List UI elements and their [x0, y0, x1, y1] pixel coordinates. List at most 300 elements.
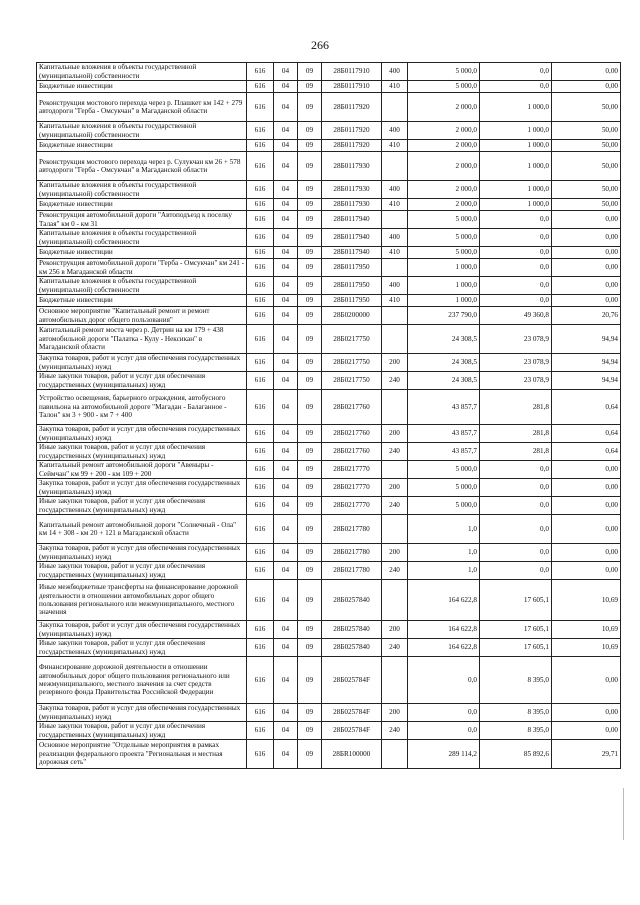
executed-amount-cell: 0,0: [480, 63, 552, 81]
execution-percent-cell: 0,00: [552, 247, 621, 259]
row-name-cell: Иные закупки товаров, работ и услуг для обеспечения государственных (муниципальных) нужд: [37, 443, 247, 461]
table-row: [37, 621, 621, 639]
subsection-code-cell: 09: [298, 740, 322, 769]
subsection-code-cell: 09: [298, 639, 322, 657]
table-row: [37, 425, 621, 443]
ministry-code-cell: 616: [247, 307, 274, 325]
target-article-cell: 28Б0217760: [322, 443, 382, 461]
ministry-code-cell: 616: [247, 295, 274, 307]
executed-amount-cell: 1 000,0: [480, 181, 552, 199]
ministry-code-cell: 616: [247, 515, 274, 544]
table-row: [37, 722, 621, 740]
section-code-cell: 04: [274, 81, 298, 93]
section-code-cell: 04: [274, 639, 298, 657]
table-row: [37, 247, 621, 259]
row-name-cell: Закупка товаров, работ и услуг для обеспечения государственных (муниципальных) нужд: [37, 425, 247, 443]
section-code-cell: 04: [274, 722, 298, 740]
expense-type-cell: [382, 515, 408, 544]
row-name-cell: Иные межбюджетные трансферты на финансирование дорожной деятельности в отношении автомобильных дорог общего пользования регионального или межмуниципального, местного значения: [37, 580, 247, 621]
section-code-cell: 04: [274, 307, 298, 325]
table-row: [37, 93, 621, 122]
table-row: [37, 325, 621, 354]
target-article-cell: 28Б0117920: [322, 140, 382, 152]
execution-percent-cell: 0,00: [552, 657, 621, 704]
executed-amount-cell: 0,0: [480, 259, 552, 277]
executed-amount-cell: 1 000,0: [480, 199, 552, 211]
execution-percent-cell: 94,94: [552, 354, 621, 372]
target-article-cell: 28Б0217750: [322, 325, 382, 354]
row-name-cell: Закупка товаров, работ и услуг для обеспечения государственных (муниципальных) нужд: [37, 544, 247, 562]
row-name-cell: Закупка товаров, работ и услуг для обеспечения государственных (муниципальных) нужд: [37, 354, 247, 372]
row-name-cell: Бюджетные инвестиции: [37, 247, 247, 259]
section-code-cell: 04: [274, 621, 298, 639]
planned-amount-cell: 164 622,8: [408, 580, 480, 621]
ministry-code-cell: 616: [247, 259, 274, 277]
executed-amount-cell: 23 078,9: [480, 325, 552, 354]
row-name-cell: Реконструкция мостового перехода через р. Сулукчан км 26 + 578 автодороги "Герба - Омсукчан" в Магаданской области: [37, 152, 247, 181]
table-row: [37, 443, 621, 461]
row-name-cell: Капитальный ремонт автомобильной дороги "Солнечный - Ола" км 14 + 308 - км 20 + 121 в Магаданской области: [37, 515, 247, 544]
section-code-cell: 04: [274, 229, 298, 247]
row-name-cell: Капитальные вложения в объекты государственной (муниципальной) собственности: [37, 63, 247, 81]
subsection-code-cell: 09: [298, 372, 322, 390]
table-row: [37, 562, 621, 580]
row-name-cell: Капитальные вложения в объекты государственной (муниципальной) собственности: [37, 277, 247, 295]
table-row: [37, 81, 621, 93]
ministry-code-cell: 616: [247, 461, 274, 479]
table-row: [37, 295, 621, 307]
executed-amount-cell: 0,0: [480, 211, 552, 229]
ministry-code-cell: 616: [247, 704, 274, 722]
ministry-code-cell: 616: [247, 81, 274, 93]
planned-amount-cell: 2 000,0: [408, 140, 480, 152]
execution-percent-cell: 0,64: [552, 390, 621, 425]
expense-type-cell: 240: [382, 372, 408, 390]
target-article-cell: 28Б0117920: [322, 122, 382, 140]
subsection-code-cell: 09: [298, 390, 322, 425]
target-article-cell: 28Б0217780: [322, 515, 382, 544]
target-article-cell: 28Б0117940: [322, 229, 382, 247]
table-row: [37, 639, 621, 657]
ministry-code-cell: 616: [247, 425, 274, 443]
expense-type-cell: [382, 307, 408, 325]
executed-amount-cell: 17 605,1: [480, 580, 552, 621]
executed-amount-cell: 8 395,0: [480, 657, 552, 704]
execution-percent-cell: 20,76: [552, 307, 621, 325]
executed-amount-cell: 0,0: [480, 295, 552, 307]
planned-amount-cell: 1,0: [408, 515, 480, 544]
executed-amount-cell: 0,0: [480, 81, 552, 93]
execution-percent-cell: 0,00: [552, 63, 621, 81]
row-name-cell: Финансирование дорожной деятельности в отношении автомобильных дорог общего пользования регионального или межмуниципального, местного значения за счет средств резервного фонда Правительства Российской Федерации: [37, 657, 247, 704]
ministry-code-cell: 616: [247, 354, 274, 372]
section-code-cell: 04: [274, 390, 298, 425]
table-row: [37, 657, 621, 704]
table-row: [37, 277, 621, 295]
expense-type-cell: 200: [382, 479, 408, 497]
table-row: [37, 307, 621, 325]
expense-type-cell: [382, 93, 408, 122]
subsection-code-cell: 09: [298, 259, 322, 277]
target-article-cell: 28Б0117930: [322, 152, 382, 181]
ministry-code-cell: 616: [247, 562, 274, 580]
row-name-cell: Бюджетные инвестиции: [37, 140, 247, 152]
expense-type-cell: 400: [382, 181, 408, 199]
planned-amount-cell: 5 000,0: [408, 461, 480, 479]
table-row: [37, 152, 621, 181]
ministry-code-cell: 616: [247, 740, 274, 769]
table-row: [37, 354, 621, 372]
executed-amount-cell: 0,0: [480, 247, 552, 259]
subsection-code-cell: 09: [298, 81, 322, 93]
ministry-code-cell: 616: [247, 479, 274, 497]
executed-amount-cell: 281,8: [480, 425, 552, 443]
ministry-code-cell: 616: [247, 93, 274, 122]
expense-type-cell: [382, 211, 408, 229]
ministry-code-cell: 616: [247, 199, 274, 211]
planned-amount-cell: 2 000,0: [408, 152, 480, 181]
row-name-cell: Бюджетные инвестиции: [37, 295, 247, 307]
executed-amount-cell: 85 892,6: [480, 740, 552, 769]
section-code-cell: 04: [274, 211, 298, 229]
row-name-cell: Основное мероприятие "Отдельные мероприятия в рамках реализации федерального проекта "Региональная и местная дорожная сеть": [37, 740, 247, 769]
row-name-cell: Капитальные вложения в объекты государственной (муниципальной) собственности: [37, 229, 247, 247]
ministry-code-cell: 616: [247, 325, 274, 354]
expense-type-cell: 400: [382, 229, 408, 247]
planned-amount-cell: 5 000,0: [408, 497, 480, 515]
subsection-code-cell: 09: [298, 657, 322, 704]
expense-type-cell: 400: [382, 122, 408, 140]
section-code-cell: 04: [274, 63, 298, 81]
subsection-code-cell: 09: [298, 307, 322, 325]
target-article-cell: 28Б0117950: [322, 277, 382, 295]
execution-percent-cell: 0,00: [552, 229, 621, 247]
subsection-code-cell: 09: [298, 621, 322, 639]
execution-percent-cell: 0,00: [552, 544, 621, 562]
executed-amount-cell: 1 000,0: [480, 122, 552, 140]
table-row: [37, 740, 621, 769]
ministry-code-cell: 616: [247, 277, 274, 295]
executed-amount-cell: 281,8: [480, 443, 552, 461]
executed-amount-cell: 8 395,0: [480, 722, 552, 740]
target-article-cell: 28Б0117940: [322, 247, 382, 259]
subsection-code-cell: 09: [298, 722, 322, 740]
executed-amount-cell: 1 000,0: [480, 140, 552, 152]
execution-percent-cell: 0,00: [552, 704, 621, 722]
subsection-code-cell: 09: [298, 199, 322, 211]
target-article-cell: 28Б0257840: [322, 639, 382, 657]
expense-type-cell: 410: [382, 81, 408, 93]
execution-percent-cell: 10,69: [552, 621, 621, 639]
expense-type-cell: [382, 152, 408, 181]
section-code-cell: 04: [274, 580, 298, 621]
planned-amount-cell: 5 000,0: [408, 247, 480, 259]
target-article-cell: 28Б0217750: [322, 354, 382, 372]
expense-type-cell: 240: [382, 639, 408, 657]
planned-amount-cell: 24 308,5: [408, 354, 480, 372]
expense-type-cell: 240: [382, 497, 408, 515]
execution-percent-cell: 0,00: [552, 461, 621, 479]
table-row: [37, 229, 621, 247]
table-row: [37, 211, 621, 229]
planned-amount-cell: 164 622,8: [408, 639, 480, 657]
table-row: [37, 544, 621, 562]
table-row: [37, 140, 621, 152]
section-code-cell: 04: [274, 181, 298, 199]
planned-amount-cell: 289 114,2: [408, 740, 480, 769]
expense-type-cell: [382, 580, 408, 621]
target-article-cell: 28Б025784F: [322, 704, 382, 722]
execution-percent-cell: 50,00: [552, 122, 621, 140]
table-row: [37, 372, 621, 390]
row-name-cell: Закупка товаров, работ и услуг для обеспечения государственных (муниципальных) нужд: [37, 479, 247, 497]
target-article-cell: 28Б0217770: [322, 461, 382, 479]
execution-percent-cell: 0,00: [552, 479, 621, 497]
table-row: [37, 704, 621, 722]
section-code-cell: 04: [274, 152, 298, 181]
planned-amount-cell: 1,0: [408, 562, 480, 580]
target-article-cell: 28Б0257840: [322, 621, 382, 639]
target-article-cell: 28Б0117950: [322, 295, 382, 307]
row-name-cell: Реконструкция автомобильной дороги "Герба - Омсукчан" км 241 - км 256 в Магаданской области: [37, 259, 247, 277]
target-article-cell: 28Б0117930: [322, 181, 382, 199]
row-name-cell: Бюджетные инвестиции: [37, 199, 247, 211]
expense-type-cell: [382, 657, 408, 704]
execution-percent-cell: 0,00: [552, 515, 621, 544]
table-row: [37, 390, 621, 425]
executed-amount-cell: 1 000,0: [480, 152, 552, 181]
table-row: [37, 63, 621, 81]
planned-amount-cell: 0,0: [408, 657, 480, 704]
expense-type-cell: 200: [382, 544, 408, 562]
planned-amount-cell: 24 308,5: [408, 325, 480, 354]
expense-type-cell: 400: [382, 277, 408, 295]
budget-table: [36, 62, 621, 769]
planned-amount-cell: 1 000,0: [408, 259, 480, 277]
executed-amount-cell: 49 360,8: [480, 307, 552, 325]
execution-percent-cell: 94,94: [552, 325, 621, 354]
executed-amount-cell: 0,0: [480, 497, 552, 515]
executed-amount-cell: 8 395,0: [480, 704, 552, 722]
execution-percent-cell: 0,00: [552, 277, 621, 295]
ministry-code-cell: 616: [247, 722, 274, 740]
row-name-cell: Капитальный ремонт автомобильной дороги "Авеныры - Сеймчан" км 99 + 200 - км 109 + 200: [37, 461, 247, 479]
table-row: [37, 181, 621, 199]
section-code-cell: 04: [274, 93, 298, 122]
target-article-cell: 28Б0217760: [322, 390, 382, 425]
expense-type-cell: 410: [382, 295, 408, 307]
target-article-cell: 28Б0217760: [322, 425, 382, 443]
section-code-cell: 04: [274, 425, 298, 443]
section-code-cell: 04: [274, 461, 298, 479]
section-code-cell: 04: [274, 740, 298, 769]
table-row: [37, 497, 621, 515]
planned-amount-cell: 24 308,5: [408, 372, 480, 390]
subsection-code-cell: 09: [298, 562, 322, 580]
subsection-code-cell: 09: [298, 443, 322, 461]
executed-amount-cell: 0,0: [480, 461, 552, 479]
section-code-cell: 04: [274, 497, 298, 515]
subsection-code-cell: 09: [298, 497, 322, 515]
subsection-code-cell: 09: [298, 479, 322, 497]
subsection-code-cell: 09: [298, 122, 322, 140]
planned-amount-cell: 5 000,0: [408, 211, 480, 229]
table-row: [37, 199, 621, 211]
executed-amount-cell: 1 000,0: [480, 93, 552, 122]
expense-type-cell: 410: [382, 247, 408, 259]
ministry-code-cell: 616: [247, 229, 274, 247]
execution-percent-cell: 0,64: [552, 425, 621, 443]
table-row: [37, 515, 621, 544]
page-number: 266: [311, 38, 329, 52]
subsection-code-cell: 09: [298, 295, 322, 307]
planned-amount-cell: 43 857,7: [408, 390, 480, 425]
row-name-cell: Бюджетные инвестиции: [37, 81, 247, 93]
expense-type-cell: [382, 740, 408, 769]
target-article-cell: 28Б0217750: [322, 372, 382, 390]
planned-amount-cell: 5 000,0: [408, 63, 480, 81]
subsection-code-cell: 09: [298, 425, 322, 443]
row-name-cell: Капитальные вложения в объекты государственной (муниципальной) собственности: [37, 122, 247, 140]
scan-crease-line: [623, 788, 624, 840]
expense-type-cell: 200: [382, 354, 408, 372]
execution-percent-cell: 50,00: [552, 152, 621, 181]
executed-amount-cell: 0,0: [480, 229, 552, 247]
execution-percent-cell: 0,00: [552, 497, 621, 515]
row-name-cell: Иные закупки товаров, работ и услуг для обеспечения государственных (муниципальных) нужд: [37, 497, 247, 515]
executed-amount-cell: 23 078,9: [480, 354, 552, 372]
execution-percent-cell: 0,00: [552, 211, 621, 229]
section-code-cell: 04: [274, 479, 298, 497]
ministry-code-cell: 616: [247, 122, 274, 140]
target-article-cell: 28Б0217780: [322, 544, 382, 562]
executed-amount-cell: 0,0: [480, 544, 552, 562]
execution-percent-cell: 0,00: [552, 259, 621, 277]
table-row: [37, 479, 621, 497]
section-code-cell: 04: [274, 325, 298, 354]
section-code-cell: 04: [274, 259, 298, 277]
planned-amount-cell: 2 000,0: [408, 181, 480, 199]
subsection-code-cell: 09: [298, 580, 322, 621]
section-code-cell: 04: [274, 657, 298, 704]
section-code-cell: 04: [274, 562, 298, 580]
planned-amount-cell: 237 790,0: [408, 307, 480, 325]
subsection-code-cell: 09: [298, 140, 322, 152]
expense-type-cell: [382, 390, 408, 425]
execution-percent-cell: 50,00: [552, 199, 621, 211]
budget-table-body: [37, 63, 621, 769]
target-article-cell: 28Б0200000: [322, 307, 382, 325]
subsection-code-cell: 09: [298, 93, 322, 122]
target-article-cell: 28БR100000: [322, 740, 382, 769]
row-name-cell: Основное мероприятие "Капитальный ремонт и ремонт автомобильных дорог общего пользования": [37, 307, 247, 325]
planned-amount-cell: 5 000,0: [408, 81, 480, 93]
ministry-code-cell: 616: [247, 140, 274, 152]
subsection-code-cell: 09: [298, 152, 322, 181]
execution-percent-cell: 0,00: [552, 562, 621, 580]
subsection-code-cell: 09: [298, 229, 322, 247]
ministry-code-cell: 616: [247, 544, 274, 562]
planned-amount-cell: 1 000,0: [408, 277, 480, 295]
executed-amount-cell: 17 605,1: [480, 639, 552, 657]
table-row: [37, 580, 621, 621]
target-article-cell: 28Б0217770: [322, 497, 382, 515]
subsection-code-cell: 09: [298, 544, 322, 562]
row-name-cell: Иные закупки товаров, работ и услуг для обеспечения государственных (муниципальных) нужд: [37, 639, 247, 657]
execution-percent-cell: 50,00: [552, 93, 621, 122]
planned-amount-cell: 43 857,7: [408, 443, 480, 461]
target-article-cell: 28Б0117910: [322, 63, 382, 81]
execution-percent-cell: 29,71: [552, 740, 621, 769]
section-code-cell: 04: [274, 295, 298, 307]
execution-percent-cell: 10,69: [552, 580, 621, 621]
subsection-code-cell: 09: [298, 63, 322, 81]
section-code-cell: 04: [274, 140, 298, 152]
row-name-cell: Иные закупки товаров, работ и услуг для обеспечения государственных (муниципальных) нужд: [37, 722, 247, 740]
ministry-code-cell: 616: [247, 497, 274, 515]
section-code-cell: 04: [274, 247, 298, 259]
expense-type-cell: 240: [382, 722, 408, 740]
row-name-cell: Реконструкция мостового перехода через р. Плашкет км 142 + 279 автодороги "Герба - Омсукчан" в Магаданской области: [37, 93, 247, 122]
planned-amount-cell: 0,0: [408, 704, 480, 722]
ministry-code-cell: 616: [247, 211, 274, 229]
table-row: [37, 122, 621, 140]
expense-type-cell: 200: [382, 704, 408, 722]
ministry-code-cell: 616: [247, 247, 274, 259]
subsection-code-cell: 09: [298, 325, 322, 354]
target-article-cell: 28Б025784F: [322, 722, 382, 740]
execution-percent-cell: 94,94: [552, 372, 621, 390]
executed-amount-cell: 17 605,1: [480, 621, 552, 639]
planned-amount-cell: 5 000,0: [408, 229, 480, 247]
ministry-code-cell: 616: [247, 372, 274, 390]
target-article-cell: 28Б0117940: [322, 211, 382, 229]
execution-percent-cell: 0,00: [552, 81, 621, 93]
target-article-cell: 28Б0117910: [322, 81, 382, 93]
expense-type-cell: 240: [382, 562, 408, 580]
target-article-cell: 28Б025784F: [322, 657, 382, 704]
ministry-code-cell: 616: [247, 152, 274, 181]
row-name-cell: Капитальные вложения в объекты государственной (муниципальной) собственности: [37, 181, 247, 199]
ministry-code-cell: 616: [247, 63, 274, 81]
target-article-cell: 28Б0117920: [322, 93, 382, 122]
row-name-cell: Иные закупки товаров, работ и услуг для обеспечения государственных (муниципальных) нужд: [37, 372, 247, 390]
target-article-cell: 28Б0217780: [322, 562, 382, 580]
planned-amount-cell: 0,0: [408, 722, 480, 740]
table-row: [37, 259, 621, 277]
execution-percent-cell: 0,00: [552, 295, 621, 307]
ministry-code-cell: 616: [247, 657, 274, 704]
ministry-code-cell: 616: [247, 580, 274, 621]
planned-amount-cell: 2 000,0: [408, 199, 480, 211]
section-code-cell: 04: [274, 199, 298, 211]
subsection-code-cell: 09: [298, 247, 322, 259]
expense-type-cell: 200: [382, 425, 408, 443]
ministry-code-cell: 616: [247, 639, 274, 657]
section-code-cell: 04: [274, 544, 298, 562]
subsection-code-cell: 09: [298, 211, 322, 229]
row-name-cell: Реконструкция автомобильной дороги "Автоподъезд к поселку Талая" км 0 - км 31: [37, 211, 247, 229]
section-code-cell: 04: [274, 372, 298, 390]
subsection-code-cell: 09: [298, 461, 322, 479]
table-row: [37, 461, 621, 479]
section-code-cell: 04: [274, 354, 298, 372]
target-article-cell: 28Б0257840: [322, 580, 382, 621]
row-name-cell: Капитальный ремонт моста через р. Детрин на км 179 + 438 автомобильной дороги "Палатка - Кулу - Нексикан" в Магаданской области: [37, 325, 247, 354]
section-code-cell: 04: [274, 515, 298, 544]
executed-amount-cell: 0,0: [480, 515, 552, 544]
subsection-code-cell: 09: [298, 354, 322, 372]
